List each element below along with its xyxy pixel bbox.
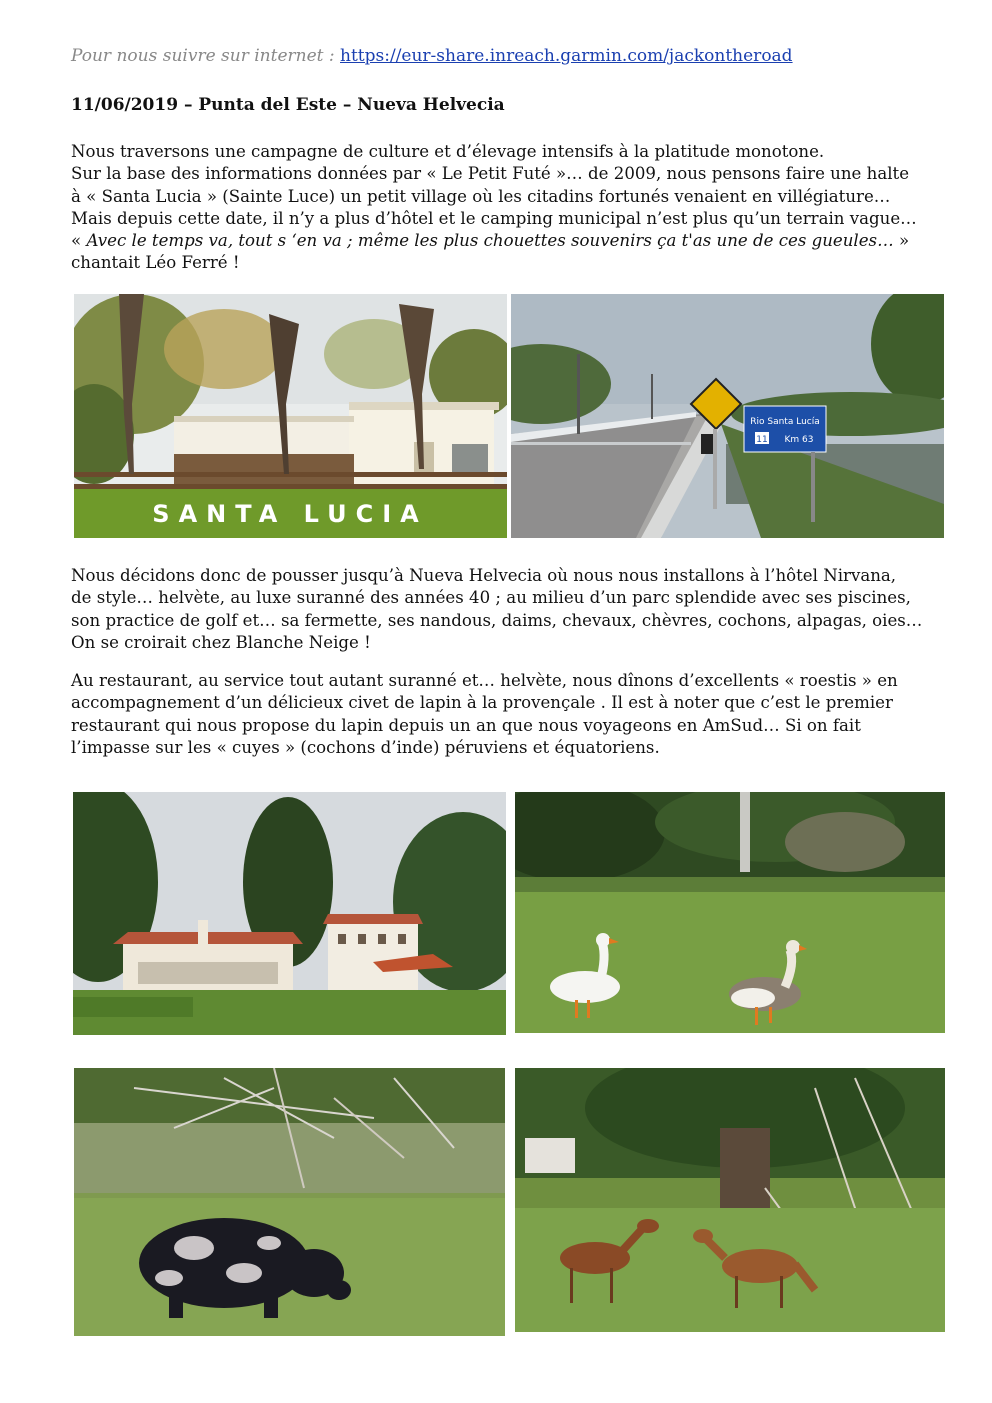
photo-hotel-nirvana [73,792,506,1035]
text-line: à « Santa Lucia » (Sainte Luce) un petit village où les citadins fortunés venaient en villégiature… [71,186,891,206]
follow-label: Pour nous suivre sur internet : [71,46,335,66]
text-line: Sur la base des informations données par « Le Petit Futé »… de 2009, nous pensons faire une halte [71,164,910,184]
road-sign-route: 11 [756,435,768,445]
follow-line [71,46,793,66]
photo-pig [74,1068,505,1336]
text-line: Nous décidons donc de pousser jusqu’à Nueva Helvecia où nous nous installons à l’hôtel Nirvana, [71,566,897,585]
photo-santa-lucia-building [74,294,507,538]
text-line: Au restaurant, au service tout autant suranné et… helvète, nous dînons d’excellents « roestis » en [71,671,898,690]
text-line: son practice de golf et… sa fermette, ses nandous, daims, chevaux, chèvres, cochons, alpagas, oies… [71,610,923,630]
tracking-link[interactable]: https://eur-share.inreach.garmin.com/jackontheroad [340,46,793,66]
santa-lucia-letters: SANTA LUCIA [152,500,428,528]
road-sign-km: Km 63 [784,435,814,445]
text-line: Nous traversons une campagne de culture et d’élevage intensifs à la platitude monotone. [71,142,825,161]
quote-attribution: chantait Léo Ferré ! [71,253,240,273]
text-line: de style… helvète, au luxe suranné des années 40 ; au milieu d’un parc splendide avec ses piscines, [71,588,911,608]
text-line: accompagnement d’un délicieux civet de lapin à la provençale . Il est à noter que c’est le premier [71,693,893,713]
text-line: l’impasse sur les « cuyes » (cochons d’inde) péruviens et équatoriens. [71,737,660,757]
entry-title: 11/06/2019 – Punta del Este – Nueva Helvecia [71,95,505,115]
paragraph-restaurant [71,670,951,759]
photo-bridge-road [511,294,944,538]
paragraph-nueva-helvecia [71,565,951,654]
text-line: Mais depuis cette date, il n’y a plus d’hôtel et le camping municipal n’est plus qu’un terrain vague… [71,208,917,228]
road-sign-name: Rio Santa Lucía [750,417,820,427]
paragraph-intro [71,141,951,275]
quote-text: Avec le temps va, tout s ‘en va ; même les plus chouettes souvenirs ça t'as une de ces gueules… [86,231,894,251]
text-line: On se croirait chez Blanche Neige ! [71,632,371,652]
photo-geese [515,792,945,1033]
text-line: restaurant qui nous propose du lapin depuis un an que nous voyageons en AmSud… Si on fait [71,715,861,735]
quote-line: « Avec le temps va, tout s ‘en va ; même les plus chouettes souvenirs ça t'as une de ces gueules… » [71,231,910,251]
photo-deer [515,1068,945,1332]
